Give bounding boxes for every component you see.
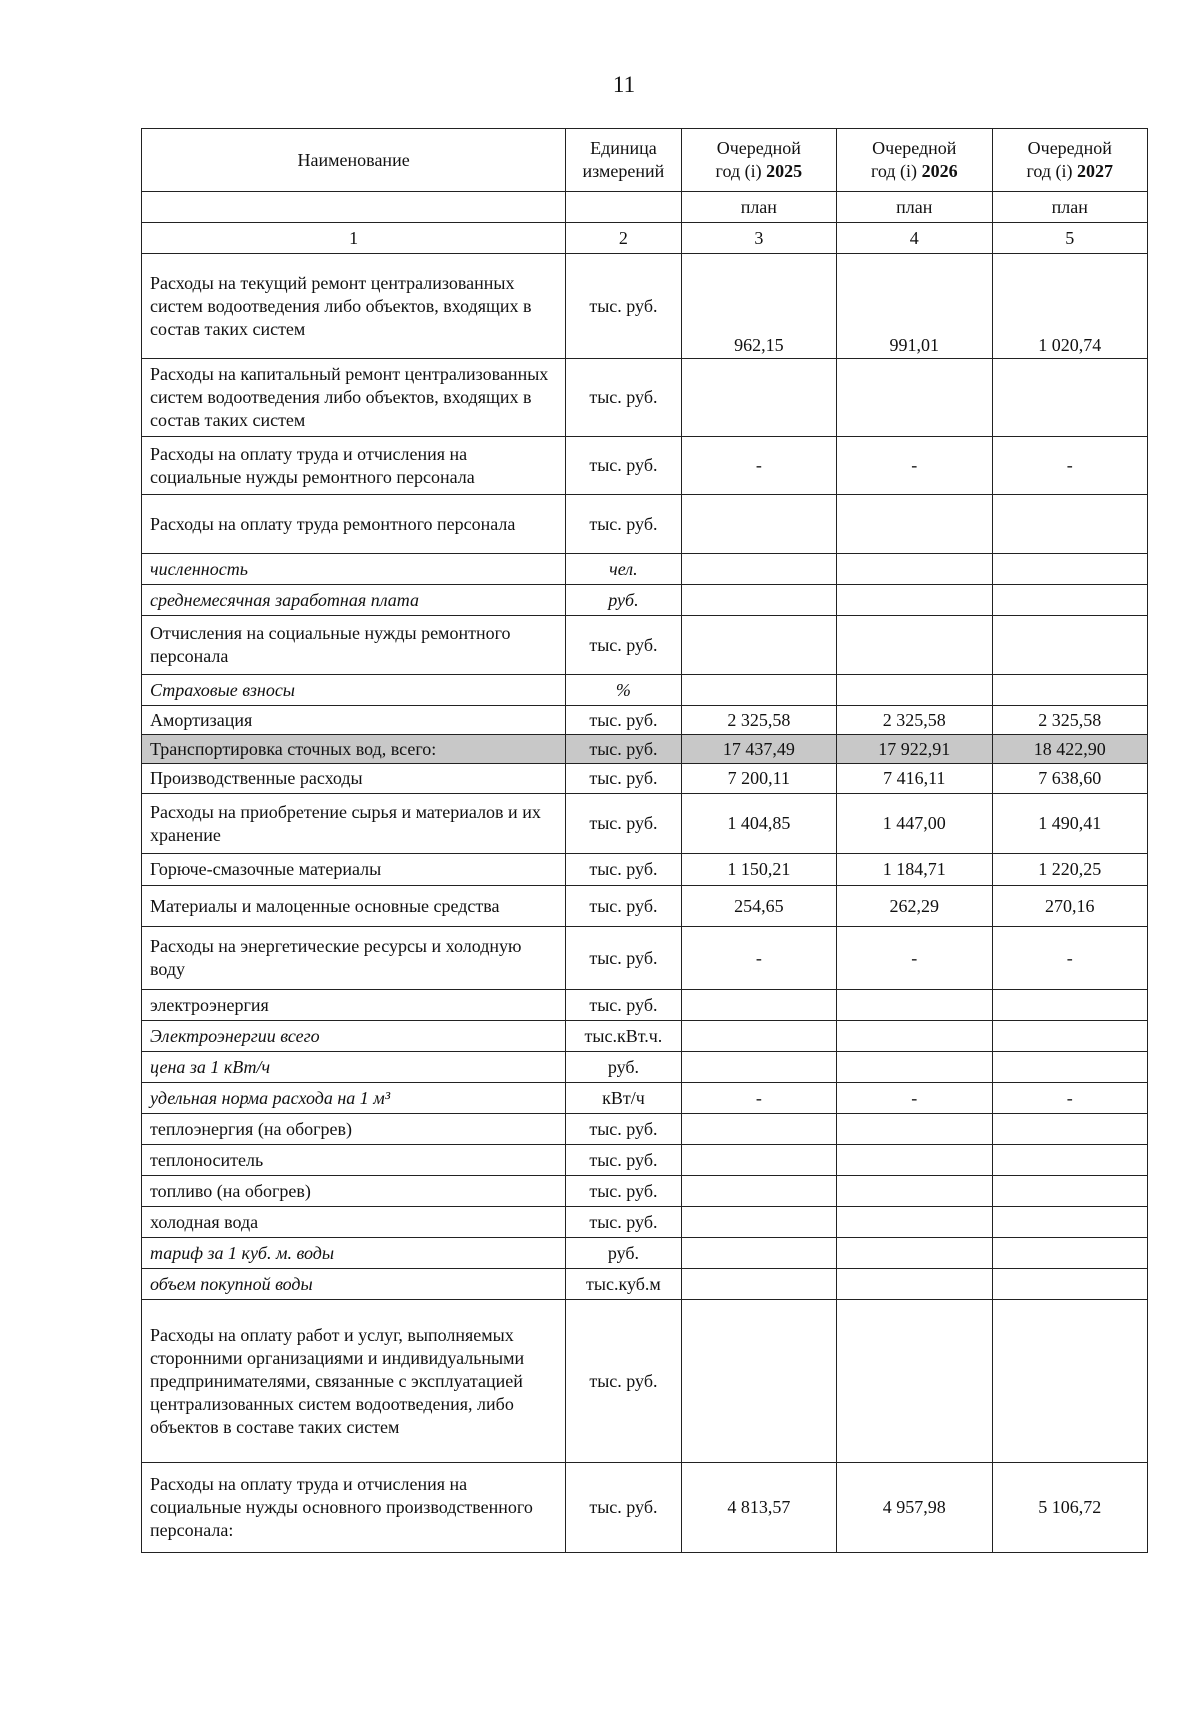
row-value-2027 bbox=[992, 359, 1148, 437]
row-value-2025: - bbox=[681, 437, 836, 495]
row-value-2025 bbox=[681, 1021, 836, 1052]
row-value-2026: 1 447,00 bbox=[837, 794, 992, 854]
row-value-2027: 270,16 bbox=[992, 886, 1148, 927]
row-unit: тыс. руб. bbox=[566, 359, 681, 437]
row-value-2025: 254,65 bbox=[681, 886, 836, 927]
row-value-2025 bbox=[681, 990, 836, 1021]
table-row bbox=[142, 585, 1148, 616]
table-row bbox=[142, 616, 1148, 675]
row-value-2027 bbox=[992, 1145, 1148, 1176]
row-value-2027 bbox=[992, 1300, 1148, 1463]
row-name: теплоэнергия (на обогрев) bbox=[142, 1114, 566, 1145]
row-unit: тыс. руб. bbox=[566, 990, 681, 1021]
row-value-2025 bbox=[681, 585, 836, 616]
row-value-2027: 7 638,60 bbox=[992, 764, 1148, 794]
row-value-2027 bbox=[992, 990, 1148, 1021]
row-name: Амортизация bbox=[142, 706, 566, 735]
table-row bbox=[142, 794, 1148, 854]
table-row bbox=[142, 359, 1148, 437]
row-value-2026 bbox=[837, 1176, 992, 1207]
row-value-2026: - bbox=[837, 437, 992, 495]
table-row bbox=[142, 1300, 1148, 1463]
row-name: численность bbox=[142, 554, 566, 585]
row-value-2027 bbox=[992, 1052, 1148, 1083]
row-value-2026: - bbox=[837, 927, 992, 990]
row-value-2026 bbox=[837, 1114, 992, 1145]
row-unit: руб. bbox=[566, 1238, 681, 1269]
header-year-2025: Очередной год (i) 2025 bbox=[681, 129, 836, 192]
row-name: Страховые взносы bbox=[142, 675, 566, 706]
row-unit: тыс. руб. bbox=[566, 854, 681, 886]
row-value-2026 bbox=[837, 1052, 992, 1083]
row-value-2027 bbox=[992, 616, 1148, 675]
row-value-2025: 962,15 bbox=[681, 254, 836, 359]
row-value-2026 bbox=[837, 1238, 992, 1269]
row-name: цена за 1 кВт/ч bbox=[142, 1052, 566, 1083]
row-value-2025 bbox=[681, 1145, 836, 1176]
row-name: электроэнергия bbox=[142, 990, 566, 1021]
row-name: Расходы на оплату труда и отчисления на социальные нужды основного производственного персонала: bbox=[142, 1463, 566, 1553]
row-value-2025 bbox=[681, 359, 836, 437]
table-row bbox=[142, 1207, 1148, 1238]
row-name: Материалы и малоценные основные средства bbox=[142, 886, 566, 927]
row-value-2026 bbox=[837, 1021, 992, 1052]
row-unit: тыс. руб. bbox=[566, 927, 681, 990]
row-value-2025: - bbox=[681, 1083, 836, 1114]
row-unit: тыс. руб. bbox=[566, 1463, 681, 1553]
row-value-2026 bbox=[837, 1207, 992, 1238]
plan-label: план bbox=[837, 192, 992, 223]
row-value-2027 bbox=[992, 585, 1148, 616]
row-unit: тыс. руб. bbox=[566, 495, 681, 554]
row-value-2025 bbox=[681, 554, 836, 585]
row-value-2027: 1 220,25 bbox=[992, 854, 1148, 886]
row-value-2027: - bbox=[992, 437, 1148, 495]
row-name: Расходы на приобретение сырья и материалов и их хранение bbox=[142, 794, 566, 854]
row-unit: тыс. руб. bbox=[566, 735, 681, 764]
row-value-2025: 4 813,57 bbox=[681, 1463, 836, 1553]
cost-table bbox=[141, 128, 1148, 1553]
table-row bbox=[142, 437, 1148, 495]
plan-label: план bbox=[992, 192, 1148, 223]
row-value-2025: 7 200,11 bbox=[681, 764, 836, 794]
row-value-2025: 1 150,21 bbox=[681, 854, 836, 886]
row-unit: тыс. руб. bbox=[566, 794, 681, 854]
row-unit: % bbox=[566, 675, 681, 706]
row-unit: тыс.кВт.ч. bbox=[566, 1021, 681, 1052]
row-value-2027 bbox=[992, 1207, 1148, 1238]
row-value-2025 bbox=[681, 1238, 836, 1269]
row-value-2027 bbox=[992, 1238, 1148, 1269]
row-value-2025: 2 325,58 bbox=[681, 706, 836, 735]
table-row bbox=[142, 886, 1148, 927]
row-value-2026: 1 184,71 bbox=[837, 854, 992, 886]
table-row bbox=[142, 1114, 1148, 1145]
table-row bbox=[142, 554, 1148, 585]
row-unit: тыс. руб. bbox=[566, 886, 681, 927]
header-unit: Единица измерений bbox=[566, 129, 681, 192]
column-number: 5 bbox=[992, 223, 1148, 254]
column-number: 2 bbox=[566, 223, 681, 254]
table-row bbox=[142, 764, 1148, 794]
row-name: Отчисления на социальные нужды ремонтного персонала bbox=[142, 616, 566, 675]
row-unit: тыс. руб. bbox=[566, 254, 681, 359]
table-row-total bbox=[142, 735, 1148, 764]
row-value-2026 bbox=[837, 1145, 992, 1176]
column-number: 3 bbox=[681, 223, 836, 254]
row-value-2027: 2 325,58 bbox=[992, 706, 1148, 735]
row-value-2026: 7 416,11 bbox=[837, 764, 992, 794]
row-value-2027 bbox=[992, 1114, 1148, 1145]
row-unit: тыс. руб. bbox=[566, 1176, 681, 1207]
row-name: Горюче-смазочные материалы bbox=[142, 854, 566, 886]
row-value-2027: 1 020,74 bbox=[992, 254, 1148, 359]
table-row bbox=[142, 1238, 1148, 1269]
table-row bbox=[142, 854, 1148, 886]
row-name: тариф за 1 куб. м. воды bbox=[142, 1238, 566, 1269]
header-year-2027: Очередной год (i) 2027 bbox=[992, 129, 1148, 192]
table-row bbox=[142, 1021, 1148, 1052]
row-value-2025 bbox=[681, 1114, 836, 1145]
row-value-2027 bbox=[992, 1269, 1148, 1300]
row-name: Электроэнергии всего bbox=[142, 1021, 566, 1052]
row-name: Расходы на оплату работ и услуг, выполняемых сторонними организациями и индивидуальными предпринимателями, связанные с эксплуатацией централизованных систем водоотведения, либо объектов в составе таких систем bbox=[142, 1300, 566, 1463]
row-value-2025 bbox=[681, 1207, 836, 1238]
table-row bbox=[142, 495, 1148, 554]
table-row bbox=[142, 1052, 1148, 1083]
row-value-2027 bbox=[992, 554, 1148, 585]
table-row bbox=[142, 1176, 1148, 1207]
table-row bbox=[142, 706, 1148, 735]
row-value-2026 bbox=[837, 554, 992, 585]
row-value-2025 bbox=[681, 495, 836, 554]
row-value-2027 bbox=[992, 1021, 1148, 1052]
row-value-2025 bbox=[681, 1176, 836, 1207]
plan-row bbox=[142, 192, 1148, 223]
table-row bbox=[142, 990, 1148, 1021]
row-value-2025: - bbox=[681, 927, 836, 990]
row-name: Расходы на капитальный ремонт централизованных систем водоотведения либо объектов, входящих в состав таких систем bbox=[142, 359, 566, 437]
header-row bbox=[142, 129, 1148, 192]
row-unit: чел. bbox=[566, 554, 681, 585]
row-name: Расходы на энергетические ресурсы и холодную воду bbox=[142, 927, 566, 990]
row-value-2025 bbox=[681, 616, 836, 675]
row-value-2027: - bbox=[992, 927, 1148, 990]
row-name: удельная норма расхода на 1 м³ bbox=[142, 1083, 566, 1114]
column-number: 4 bbox=[837, 223, 992, 254]
row-name: Транспортировка сточных вод, всего: bbox=[142, 735, 566, 764]
column-number: 1 bbox=[142, 223, 566, 254]
row-name: среднемесячная заработная плата bbox=[142, 585, 566, 616]
row-value-2026: 991,01 bbox=[837, 254, 992, 359]
row-unit: тыс. руб. bbox=[566, 1207, 681, 1238]
row-value-2026: 17 922,91 bbox=[837, 735, 992, 764]
plan-label: план bbox=[681, 192, 836, 223]
row-value-2027: - bbox=[992, 1083, 1148, 1114]
header-name: Наименование bbox=[142, 129, 566, 192]
row-value-2026 bbox=[837, 495, 992, 554]
row-name: Расходы на текущий ремонт централизованных систем водоотведения либо объектов, входящих в состав таких систем bbox=[142, 254, 566, 359]
table-row bbox=[142, 1269, 1148, 1300]
header-year-2026: Очередной год (i) 2026 bbox=[837, 129, 992, 192]
row-value-2025 bbox=[681, 1052, 836, 1083]
row-unit: руб. bbox=[566, 585, 681, 616]
row-name: теплоноситель bbox=[142, 1145, 566, 1176]
row-value-2027: 1 490,41 bbox=[992, 794, 1148, 854]
row-name: холодная вода bbox=[142, 1207, 566, 1238]
row-unit: тыс. руб. bbox=[566, 1114, 681, 1145]
table-row bbox=[142, 1463, 1148, 1553]
row-unit: тыс. руб. bbox=[566, 764, 681, 794]
row-value-2025 bbox=[681, 1300, 836, 1463]
row-value-2027 bbox=[992, 1176, 1148, 1207]
row-value-2026 bbox=[837, 585, 992, 616]
row-value-2027: 5 106,72 bbox=[992, 1463, 1148, 1553]
row-value-2026 bbox=[837, 1269, 992, 1300]
row-value-2026: 2 325,58 bbox=[837, 706, 992, 735]
row-name: топливо (на обогрев) bbox=[142, 1176, 566, 1207]
row-value-2025: 17 437,49 bbox=[681, 735, 836, 764]
row-value-2026 bbox=[837, 359, 992, 437]
row-value-2025: 1 404,85 bbox=[681, 794, 836, 854]
row-unit: кВт/ч bbox=[566, 1083, 681, 1114]
row-value-2026 bbox=[837, 675, 992, 706]
column-numbers-row bbox=[142, 223, 1148, 254]
table-row bbox=[142, 1083, 1148, 1114]
row-value-2027 bbox=[992, 675, 1148, 706]
row-name: Расходы на оплату труда и отчисления на социальные нужды ремонтного персонала bbox=[142, 437, 566, 495]
row-value-2027: 18 422,90 bbox=[992, 735, 1148, 764]
row-unit: тыс. руб. bbox=[566, 706, 681, 735]
row-value-2025 bbox=[681, 675, 836, 706]
row-unit: руб. bbox=[566, 1052, 681, 1083]
row-value-2027 bbox=[992, 495, 1148, 554]
table-row bbox=[142, 1145, 1148, 1176]
row-unit: тыс. руб. bbox=[566, 1300, 681, 1463]
row-value-2026: 262,29 bbox=[837, 886, 992, 927]
row-name: объем покупной воды bbox=[142, 1269, 566, 1300]
row-unit: тыс. руб. bbox=[566, 1145, 681, 1176]
row-value-2025 bbox=[681, 1269, 836, 1300]
row-value-2026 bbox=[837, 990, 992, 1021]
table-row bbox=[142, 675, 1148, 706]
row-unit: тыс. руб. bbox=[566, 437, 681, 495]
row-value-2026: - bbox=[837, 1083, 992, 1114]
row-value-2026 bbox=[837, 616, 992, 675]
table-row bbox=[142, 927, 1148, 990]
row-name: Производственные расходы bbox=[142, 764, 566, 794]
row-value-2026: 4 957,98 bbox=[837, 1463, 992, 1553]
page-number: 11 bbox=[612, 72, 636, 97]
row-unit: тыс. руб. bbox=[566, 616, 681, 675]
row-value-2026 bbox=[837, 1300, 992, 1463]
table-row bbox=[142, 254, 1148, 359]
row-name: Расходы на оплату труда ремонтного персонала bbox=[142, 495, 566, 554]
row-unit: тыс.куб.м bbox=[566, 1269, 681, 1300]
